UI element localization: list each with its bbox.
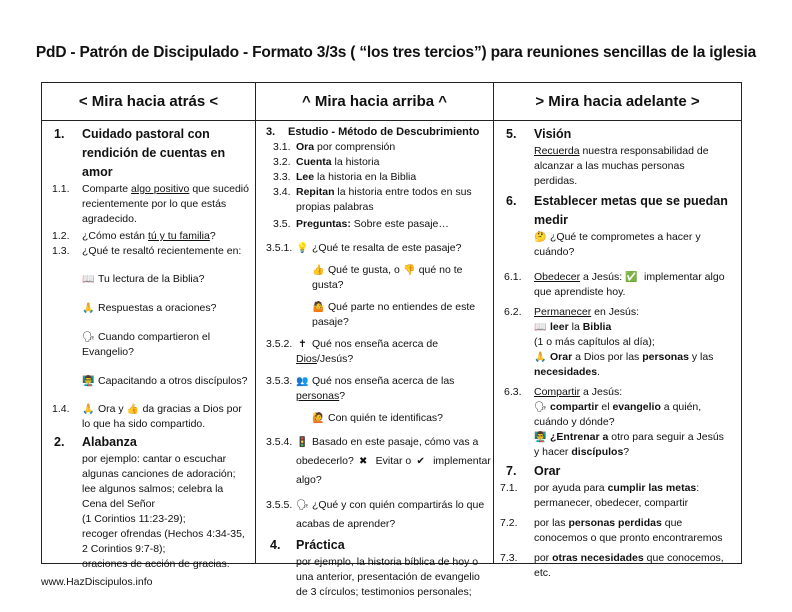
- item-3-5: 3.5. Preguntas: Sobre este pasaje…: [273, 218, 449, 230]
- question-3-5-1: 3.5.1. 💡 ¿Qué te resalta de este pasaje?: [266, 242, 462, 254]
- item-3-2: 3.2. Cuenta la historia: [273, 156, 380, 168]
- item-6-1: 6.1. Obedecer a Jesús: ✅ implementar algo que aprendiste hoy.: [504, 271, 725, 298]
- column-look-back: [42, 121, 255, 570]
- thumbs-down-icon: 👎: [402, 265, 416, 276]
- page-title: PdD - Patrón de Discipulado - Formato 3/3s ( “los tres tercios”) para reuniones sencillas de la iglesia: [35, 44, 757, 61]
- item-7-1: 7.1. por ayuda para cumplir las metas: permanecer, obedecer, compartir: [500, 482, 700, 509]
- item-7-2: 7.2. por las personas perdidas que conocemos o que pronto encontraremos: [500, 517, 723, 544]
- person-raising-hand-icon: 🙋: [312, 413, 325, 424]
- bullet-bible-reading: 📖 Tu lectura de la Biblia?: [82, 273, 205, 285]
- footer-website-link[interactable]: www.HazDiscipulos.info: [41, 576, 153, 588]
- praying-hands-icon: 🙏: [534, 352, 547, 363]
- section-title: Cuidado pastoral con rendición de cuentas en amor: [82, 127, 226, 179]
- item-3-4: 3.4. Repitan la historia entre todos en sus propias palabras: [273, 186, 472, 213]
- section-title: Estudio - Método de Descubrimiento: [288, 126, 480, 138]
- practice-examples: por ejemplo, la historia bíblica de hoy o una anterior, presentación de evangelio de 3 círculos; testimonios personales;: [296, 556, 480, 598]
- item-7-3: 7.3. por otras necesidades que conocemos, etc.: [500, 552, 724, 579]
- bullet-training-disciples: 👨‍🏫 Capacitando a otros discípulos?: [82, 375, 248, 387]
- section-practice: 4. Práctica: [270, 538, 345, 552]
- speaking-head-icon: 🗣: [296, 500, 309, 511]
- teacher-icon: 👨‍🏫: [534, 432, 547, 443]
- thinking-face-icon: 🤔: [534, 232, 547, 243]
- header-look-forward: > Mira hacia adelante >: [535, 93, 700, 110]
- goals-question: 🤔 ¿Qué te comprometes a hacer y cuándo?: [534, 231, 701, 258]
- question-identify: 🙋 Con quién te identificas?: [312, 412, 443, 424]
- item-6-2: 6.2. Permanecer en Jesús: 📖 leer la Biblia (1 o más capítulos al día); 🙏 Orar a Dios por las personas y las necesidades.: [504, 306, 714, 378]
- item-1-1: 1.1. Comparte algo positivo que sucedió recientemente por lo que estás agradecido.: [52, 183, 249, 225]
- cross-icon: ✝: [298, 339, 307, 350]
- item-1-3: 1.3. ¿Qué te resaltó recientemente en:: [52, 245, 242, 257]
- section-title: Visión: [534, 127, 572, 141]
- section-pray: 7. Orar: [506, 464, 561, 478]
- item-3-3: 3.3. Lee la historia en la Biblia: [273, 171, 417, 183]
- question-like-dislike: 👍 Qué te gusta, o 👎 qué no te gusta?: [312, 264, 463, 291]
- item-1-2: 1.2. ¿Cómo están tú y tu familia?: [52, 230, 216, 242]
- speaking-head-icon: 🗣: [534, 402, 547, 413]
- traffic-light-icon: 🚦: [296, 437, 309, 448]
- book-icon: 📖: [82, 274, 95, 285]
- section-pastoral-care: 1. Cuidado pastoral con rendición de cuentas en amor: [54, 127, 226, 179]
- question-3-5-2: 3.5.2. ✝ Qué nos enseña acerca de Dios/Jesús?: [266, 338, 439, 365]
- column-look-forward: [494, 121, 741, 579]
- check-mark-icon: ✔: [416, 456, 425, 467]
- section-vision: 5. Visión: [506, 127, 572, 141]
- header-look-back: < Mira hacia atrás <: [78, 93, 219, 110]
- x-mark-icon: ✖: [359, 456, 368, 467]
- question-3-5-4: 3.5.4. 🚦 Basado en este pasaje, cómo vas a obedecerlo? ✖ Evitar o ✔ implementar algo?: [266, 436, 491, 486]
- praying-hands-icon: 🙏: [82, 303, 95, 314]
- item-3-1: 3.1. Ora por comprensión: [273, 141, 396, 153]
- section-title: Establecer metas que se puedan medir: [534, 194, 728, 227]
- green-check-icon: ✅: [625, 272, 638, 283]
- speaking-head-icon: 🗣: [82, 332, 95, 343]
- item-6-3: 6.3. Compartir a Jesús: 🗣 compartir el evangelio a quién, cuándo y dónde? 👨‍🏫 ¿Entrenar a otro para seguir a Jesús y hacer discípulos?: [504, 386, 724, 458]
- book-icon: 📖: [534, 322, 547, 333]
- vision-text: Recuerda nuestra responsabilidad de alcanzar a las muchas personas perdidas.: [534, 145, 709, 187]
- bullet-shared-gospel: 🗣 Cuando compartieron el Evangelio?: [82, 331, 211, 358]
- bullet-prayer-answers: 🙏 Respuestas a oraciones?: [82, 302, 217, 314]
- section-title: Orar: [534, 464, 561, 478]
- section-study: 3. Estudio - Método de Descubrimiento: [266, 126, 480, 138]
- teacher-icon: 👨‍🏫: [82, 376, 95, 387]
- confused-person-icon: 🤷: [312, 302, 325, 313]
- thumbs-up-icon: 👍: [126, 404, 140, 415]
- lightbulb-icon: 💡: [296, 243, 309, 254]
- header-look-up: ^ Mira hacia arriba ^: [301, 93, 448, 110]
- section-worship: 2. Alabanza: [54, 435, 137, 449]
- question-3-5-3: 3.5.3. 👥 Qué nos enseña acerca de las personas?: [266, 375, 455, 402]
- worship-examples: por ejemplo: cantar o escuchar algunas canciones de adoración; lee algunos salmos; celebra la Cena del Señor (1 Corintios 11:23-29); recoger ofrendas (Hechos 4:34-35, 2 Corintios 9:7-8); oraciones de acción de gracias.: [82, 453, 245, 570]
- thumbs-up-icon: 👍: [312, 265, 325, 276]
- people-icon: 👥: [296, 376, 309, 387]
- question-3-5-5: 3.5.5. 🗣 ¿Qué y con quién compartirás lo que acabas de aprender?: [266, 499, 485, 530]
- praying-hands-icon: 🙏: [82, 404, 95, 415]
- section-title: Práctica: [296, 538, 345, 552]
- section-title: Alabanza: [82, 435, 137, 449]
- column-look-up: [256, 121, 493, 598]
- item-1-4: 1.4. 🙏 Ora y 👍 da gracias a Dios por lo que ha sido compartido.: [52, 403, 242, 430]
- section-goals: 6. Establecer metas que se puedan medir: [506, 194, 728, 227]
- question-dont-understand: 🤷 Qué parte no entiendes de este pasaje?: [312, 301, 476, 328]
